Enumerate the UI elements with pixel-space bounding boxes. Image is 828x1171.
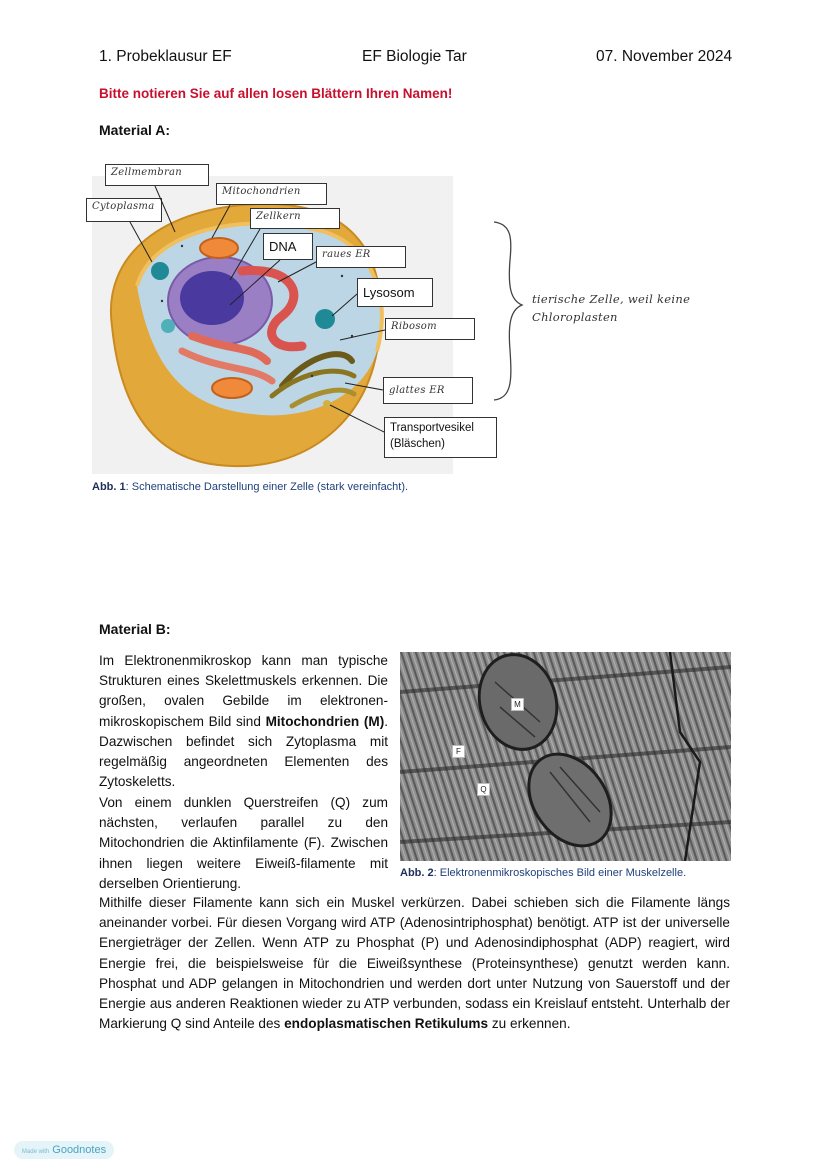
para1-text-a: Im Elektronenmikroskop kann man typische Strukturen eines Skelettmuskels erkennen. Die großen, ovalen Gebilde im elektronen-mikroskopischem Bild sind	[99, 653, 388, 729]
figure-2-text: : Elektronenmikroskopisches Bild einer Muskelzelle.	[433, 867, 687, 879]
watermark-brand: Goodnotes	[52, 1144, 107, 1156]
para1-text-b: . Dazwischen befindet sich Zytoplasma mit regelmäßig angeordneten Elementen des Zytoskeletts.	[99, 713, 389, 790]
label-ribosom: Ribosom	[385, 318, 475, 340]
name-notice: Bitte notieren Sie auf allen losen Blättern Ihren Namen!	[99, 86, 453, 101]
figure-1-label: Abb. 1	[92, 481, 126, 493]
figure-1-caption	[92, 481, 408, 493]
para3-bold: endoplasmatischen Retikulums	[284, 1016, 489, 1032]
label-zellkern: Zellkern	[250, 208, 340, 229]
label-zellmembran: Zellmembran	[105, 164, 209, 186]
material-b-paragraph-2: Von einem dunklen Querstreifen (Q) zum nächsten, verlaufen parallel zu den Mitochondrien die Aktinfilamente (F). Zwischen ihnen liegen weitere Eiweiß-filamente mit derselben Orientierung.	[99, 795, 388, 891]
figure-2-caption	[400, 867, 686, 879]
label-zytoplasma: Cytoplasma	[86, 198, 162, 222]
material-b-paragraph-3	[99, 893, 730, 1034]
figure-2-label: Abb. 2	[400, 867, 434, 879]
para3-text-a: Mithilfe dieser Filamente kann sich ein Muskel verkürzen. Dabei schieben sich die Filamente längs aneinander vorbei. Für diesen Vorgang wird ATP (Adenosintriphosphat) benötigt. ATP ist der universelle Energieträger der Zellen. Wenn ATP zu Phosphat (P) und Adenosindiphosphat (ADP) reagiert, wird Energie frei, die beispielsweise für die Eiweißsynthese (Proteinsynthese) genutzt werden kann. Phosphat und ADP gelangen in Mitochondrien und werden dort unter Nutzung von Sauerstoff und der Energie aus anderen Reaktionen wieder zu ATP verbunden, sodass ein Kreislauf entsteht. Unterhalb der Markierung Q sind Anteile des	[99, 895, 730, 1032]
label-lysosom: Lysosom	[357, 278, 433, 307]
handwritten-note: tierische Zelle, weil keine Chloroplasten	[532, 292, 691, 324]
material-b-title: Material B:	[99, 621, 171, 637]
header-course: 1. Probeklausur EF	[99, 48, 232, 65]
header-subject: EF Biologie Tar	[362, 48, 467, 65]
label-mitochondrien: Mitochondrien	[216, 183, 327, 205]
label-pointer-lines	[0, 0, 828, 480]
marker-q: Q	[477, 783, 490, 796]
electron-micrograph	[400, 652, 731, 861]
figure-1-text: : Schematische Darstellung einer Zelle (stark vereinfacht).	[125, 481, 409, 493]
material-b-paragraph-1	[99, 651, 388, 792]
label-raues-er: raues ER	[316, 246, 406, 268]
watermark-small: Made with	[21, 1149, 50, 1155]
goodnotes-watermark	[14, 1141, 114, 1159]
para3-text-b: zu erkennen.	[488, 1016, 571, 1032]
marker-m: M	[511, 698, 524, 711]
material-a-title: Material A:	[99, 122, 171, 138]
label-transportvesikel: Transportvesikel (Bläschen)	[384, 417, 497, 458]
header-date: 07. November 2024	[596, 48, 733, 65]
micrograph-image	[400, 652, 731, 861]
label-dna: DNA	[263, 233, 313, 260]
label-glattes-er: glattes ER	[383, 377, 473, 404]
para1-bold: Mitochondrien (M)	[265, 713, 385, 729]
marker-f: F	[452, 745, 465, 758]
